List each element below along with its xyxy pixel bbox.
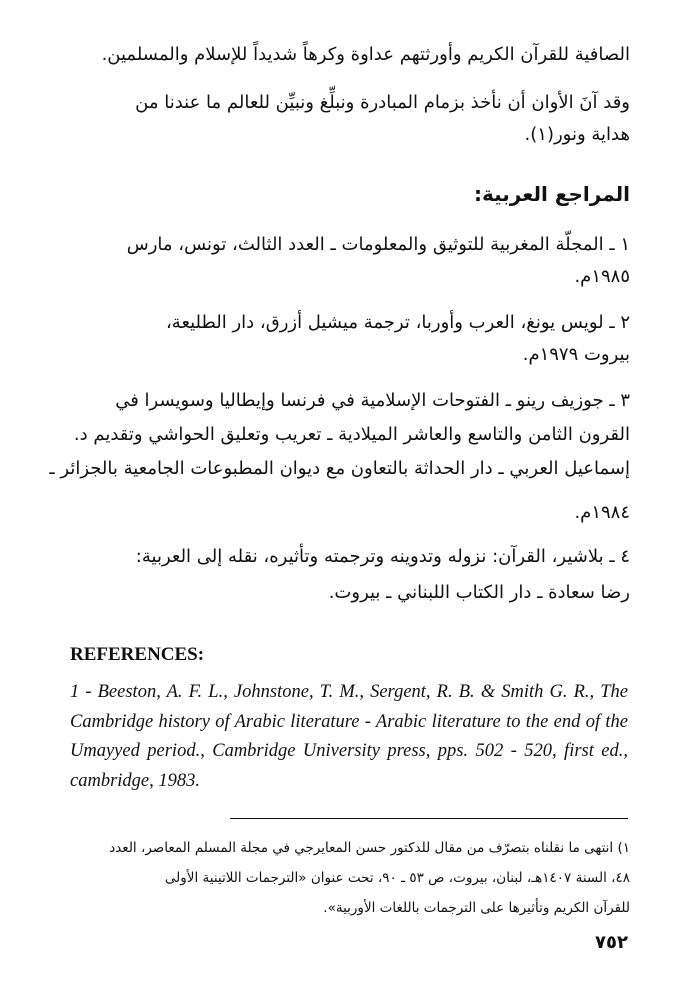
page-number: ٧٥٢: [595, 932, 628, 953]
body-line-2: وقد آنَ الأوان أن نأخذ بزمام المبادرة ونبلِّغ ونبيِّن للعالم ما عندنا من: [135, 92, 630, 113]
arabic-references-heading: المراجع العربية:: [473, 182, 630, 206]
arabic-ref-4-line-1: ٤ ـ بلاشير، القرآن: نزوله وتدوينه وترجمته وتأثيره، نقله إلى العربية:: [135, 546, 630, 567]
arabic-ref-2-line-2: بيروت ١٩٧٩م.: [522, 344, 630, 365]
body-line-3: هداية ونور(١).: [524, 124, 630, 145]
english-references-heading: REFERENCES:: [70, 644, 205, 665]
english-reference-1: 1 - Beeston, A. F. L., Johnstone, T. M., Sergent, R. B. & Smith G. R., The Cambridge history of Arabic literature - Arabic literature to the end of the Umayyed period., Cambridge University press, pps. 502 - 520, first ed., cambridge, 1983.: [70, 682, 628, 791]
arabic-ref-3-line-2: القرون الثامن والتاسع والعاشر الميلادية ـ تعريب وتعليق الحواشي وتقديم د.: [73, 424, 630, 445]
arabic-ref-3-line-4: ١٩٨٤م.: [574, 502, 630, 523]
arabic-ref-1-line-1: ١ ـ المجلّة المغربية للتوثيق والمعلومات ـ العدد الثالث، تونس، مارس: [126, 234, 630, 255]
body-line-1: الصافية للقرآن الكريم وأورثتهم عداوة وكرهاً شديداً للإسلام والمسلمين.: [101, 44, 630, 65]
arabic-ref-3-line-1: ٣ ـ جوزيف رينو ـ الفتوحات الإسلامية في فرنسا وإيطاليا وسويسرا في: [115, 390, 630, 411]
arabic-ref-4-line-2: رضا سعادة ـ دار الكتاب اللبناني ـ بيروت.: [328, 582, 630, 603]
footnote-line-2: ٤٨، السنة ١٤٠٧هـ، لبنان، بيروت، ص ٥٣ ـ ٩٠، تحت عنوان «الترجمات اللاتينية الأولى: [164, 870, 630, 886]
footnote-line-3: للقرآن الكريم وتأثيرها على الترجمات باللغات الأوربية».: [323, 900, 630, 916]
footnote-line-1: ١) انتهى ما نقلناه بتصرّف من مقال للدكتور حسن المعايرجي في مجلة المسلم المعاصر، العدد: [109, 840, 630, 856]
arabic-ref-1-line-2: ١٩٨٥م.: [574, 266, 630, 287]
footnote-divider: [230, 818, 628, 819]
arabic-ref-2-line-1: ٢ ـ لويس يونغ، العرب وأوربا، ترجمة ميشيل أزرق، دار الطليعة،: [165, 312, 630, 333]
arabic-ref-3-line-3: إسماعيل العربي ـ دار الحداثة بالتعاون مع ديوان المطبوعات الجامعية بالجزائر ـ: [49, 458, 630, 479]
